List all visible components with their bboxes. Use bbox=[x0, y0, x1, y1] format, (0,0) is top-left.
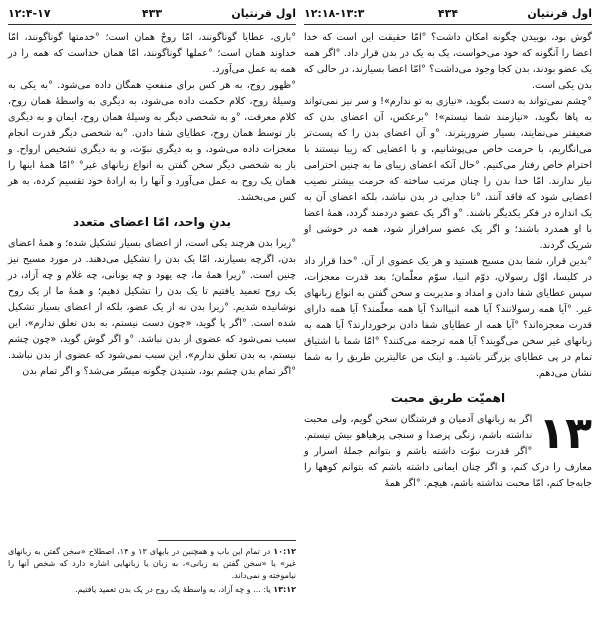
book-title: اول قرنتیان bbox=[231, 7, 296, 20]
footnotes bbox=[8, 546, 296, 598]
page-434 bbox=[304, 0, 592, 626]
chapter-text: اگر به زبانهای آدمیان و فرشتگان سخن گویم، ولی محبت نداشته باشم، زنگی پرصدا و سنجی پرهیاهو بیش نیستم. °اگر قدرت نبوّت داشته باشم و بتوانم جملهٔ اسرار و معارف را درک کنم، و اگر چنان ایمانی داشته باشم که بتوانم کوهها را جابه‌جا کنم، امّا محبت نداشته باشم، هیچم. °اگر همهٔ bbox=[304, 414, 592, 489]
paragraph: °بدین قرار، شما بدن مسیح هستید و هر یک عضوی از آن. °خدا قرار داد در کلیسا، اوّل رسولان، دوّم انبیا، سوّم معلّمان؛ بعد قدرت معجزات، سپس عطایای شفا دادن و امداد و مدیریت و سخن گفتن به انواع زبانهای غیر. °آیا همه رسولانند؟ آیا همه انبیا‌اند؟ آیا همه معلّمند؟ آیا همه دارای قدرت معجزه‌اند؟ °آیا همه از عطایای شفا دادن برخوردارند؟ آیا همه به زبانهای غیر سخن می‌گویند؟ آیا همه ترجمه می‌کنند؟ °امّا شما با اشتیاق تمام در پی عطایای بزرگتر باشید. و اینک من عالیترین طریق را به شما نشان می‌دهم. bbox=[304, 256, 592, 379]
chapter-verse-reference: ۱۲:۱۸-۱۳:۳ bbox=[304, 7, 365, 20]
page-header bbox=[304, 6, 592, 25]
section-heading: اهمیّت طریق محبت bbox=[390, 391, 506, 405]
footnote bbox=[8, 584, 296, 596]
page-433 bbox=[8, 0, 296, 626]
paragraph: °چشم نمی‌تواند به دست بگوید، «نیازی به تو ندارم»! و سر نیز نمی‌تواند به پاها بگوید، «نیازمند شما نیستم»! °برعکس، آن اعضای بدن که ضعیفتر می‌نمایند، بسیار ضروریترند. °و آن اعضای بدن را که پست‌تر می‌انگاریم، با حرمت خاص می‌پوشانیم، و با اعضایی که زیبا نیستند با احترام خاص رفتار می‌کنیم. °حال آنکه اعضای زیبای ما به چنین احترامی نیاز ندارند. امّا خدا بدن را چنان مرتب ساخته که حرمت بیشتر نصیب اعضایی شود که فاقد آنند، °تا جدایی در بدن نباشد، بلکه اعضای آن به یک اندازه در فکر یکدیگر باشند. °و اگر یک عضو دردمند گردد، همهٔ اعضا با او همدرد باشند؛ و اگر یک عضو سرافراز شود، همه در خوشی او شریک گردند. bbox=[304, 96, 592, 251]
paragraph: °بارى، عطايا گوناگونند، امّا روحْ همان است؛ °خدمتها گوناگونند، امّا خداوند همان است؛ °عملها گوناگونند، امّا همان خداست که همه را در همه به عمل می‌آورد. bbox=[8, 32, 296, 75]
footnote-ref: ۱۳:۱۲ bbox=[273, 585, 296, 594]
footnote-divider bbox=[158, 540, 296, 541]
chapter-verse-reference: ۱۲:۴-۱۷ bbox=[8, 7, 51, 20]
paragraph: °زیرا بدن هرچند یکی است، از اعضای بسیار تشکیل شده؛ و همهٔ اعضای بدن، اگرچه بسیارند، امّا یک بدن را تشکیل می‌دهند. در مورد مسیح نیز چنین است. °زیرا همهٔ ما، چه یهود و چه یونانی، چه غلام و چه آزاد، در یک روح تعمید یافتیم تا یک بدن را تشکیل دهیم؛ و همهٔ ما از یک روح نوشانیده شدیم. °زیرا بدن نه از یک عضو، بلکه از اعضای بسیار تشکیل شده است. °اگر پا گوید، «چون دست نیستم، به بدن تعلق ندارم»، این سبب نمی‌شود که عضوی از بدن نباشد. °و اگر گوش گوید، «چون چشم نیستم، به بدن تعلق ندارم»، این سبب نمی‌شود که عضوی از بدن نباشد. °اگر تمام بدن چشم بود، شنیدن چگونه میسّر می‌شد؟ و اگر تمام بدن bbox=[8, 238, 296, 377]
body-text bbox=[8, 30, 296, 380]
footnote bbox=[8, 546, 296, 582]
paragraph: °ظهور روح، به هر کس برای منفعتِ همگان داده می‌شود. °به یکی به وسیلهٔ روح، کلام حکمت داده می‌شود، به دیگری به واسطهٔ همان روح، کلام معرفت، °و به شخصی دیگر به وسیلهٔ همان روح، ایمان و به دیگری باز توسط همان روح، عطایای شفا دادن. °به شخصی دیگر قدرت انجام معجزات داده می‌شود، و به دیگری نبوّت، و به دیگری تشخیص ارواح. و باز به شخصی دیگر سخن گفتن به انواع زبانهای غیر° °امّا همهٔ اینها را همان یک روح به عمل می‌آورد و آنها را به ارادهٔ خود تقسیم کرده، به هر کس می‌بخشد. bbox=[8, 80, 296, 203]
section-heading: بدنِ واحد، امّا اعضای متعدد bbox=[73, 215, 231, 229]
footnote-text: یا: ... و چه آزاد، به واسطهٔ یک روح در یک بدن تعمید یافتیم. bbox=[75, 585, 271, 594]
footnote-ref: ۱۰:۱۲ bbox=[273, 547, 296, 556]
page-number: ۴۳۴ bbox=[437, 7, 459, 20]
chapter-number: ۱۳ bbox=[538, 408, 592, 459]
chapter-opening bbox=[304, 408, 592, 492]
paragraph: گوش بود، بوییدن چگونه امکان داشت؟ °امّا حقیقت این است که خدا اعضا را آنگونه که خود می‌خواست، یک به یک در بدن قرار داد. °اگر همه یک عضو بودند، بدن کجا وجود می‌داشت؟ °امّا اعضا بسیارند، در حالی که بدن یکی است. bbox=[304, 32, 592, 91]
page-number: ۴۳۳ bbox=[141, 7, 163, 20]
book-title: اول قرنتیان bbox=[527, 7, 592, 20]
footnote-text: در تمام این باب و همچنین در بابهای ۱۳ و ۱۴، اصطلاح «سخن گفتن به زبانهای غیر» یا «سخن گفتن به زبانی»، به زبان یا زبانهایی اشاره دارد که شخص آنها را نیاموخته و نمی‌داند. bbox=[8, 547, 296, 580]
page-header bbox=[8, 6, 296, 25]
body-text bbox=[304, 30, 592, 492]
